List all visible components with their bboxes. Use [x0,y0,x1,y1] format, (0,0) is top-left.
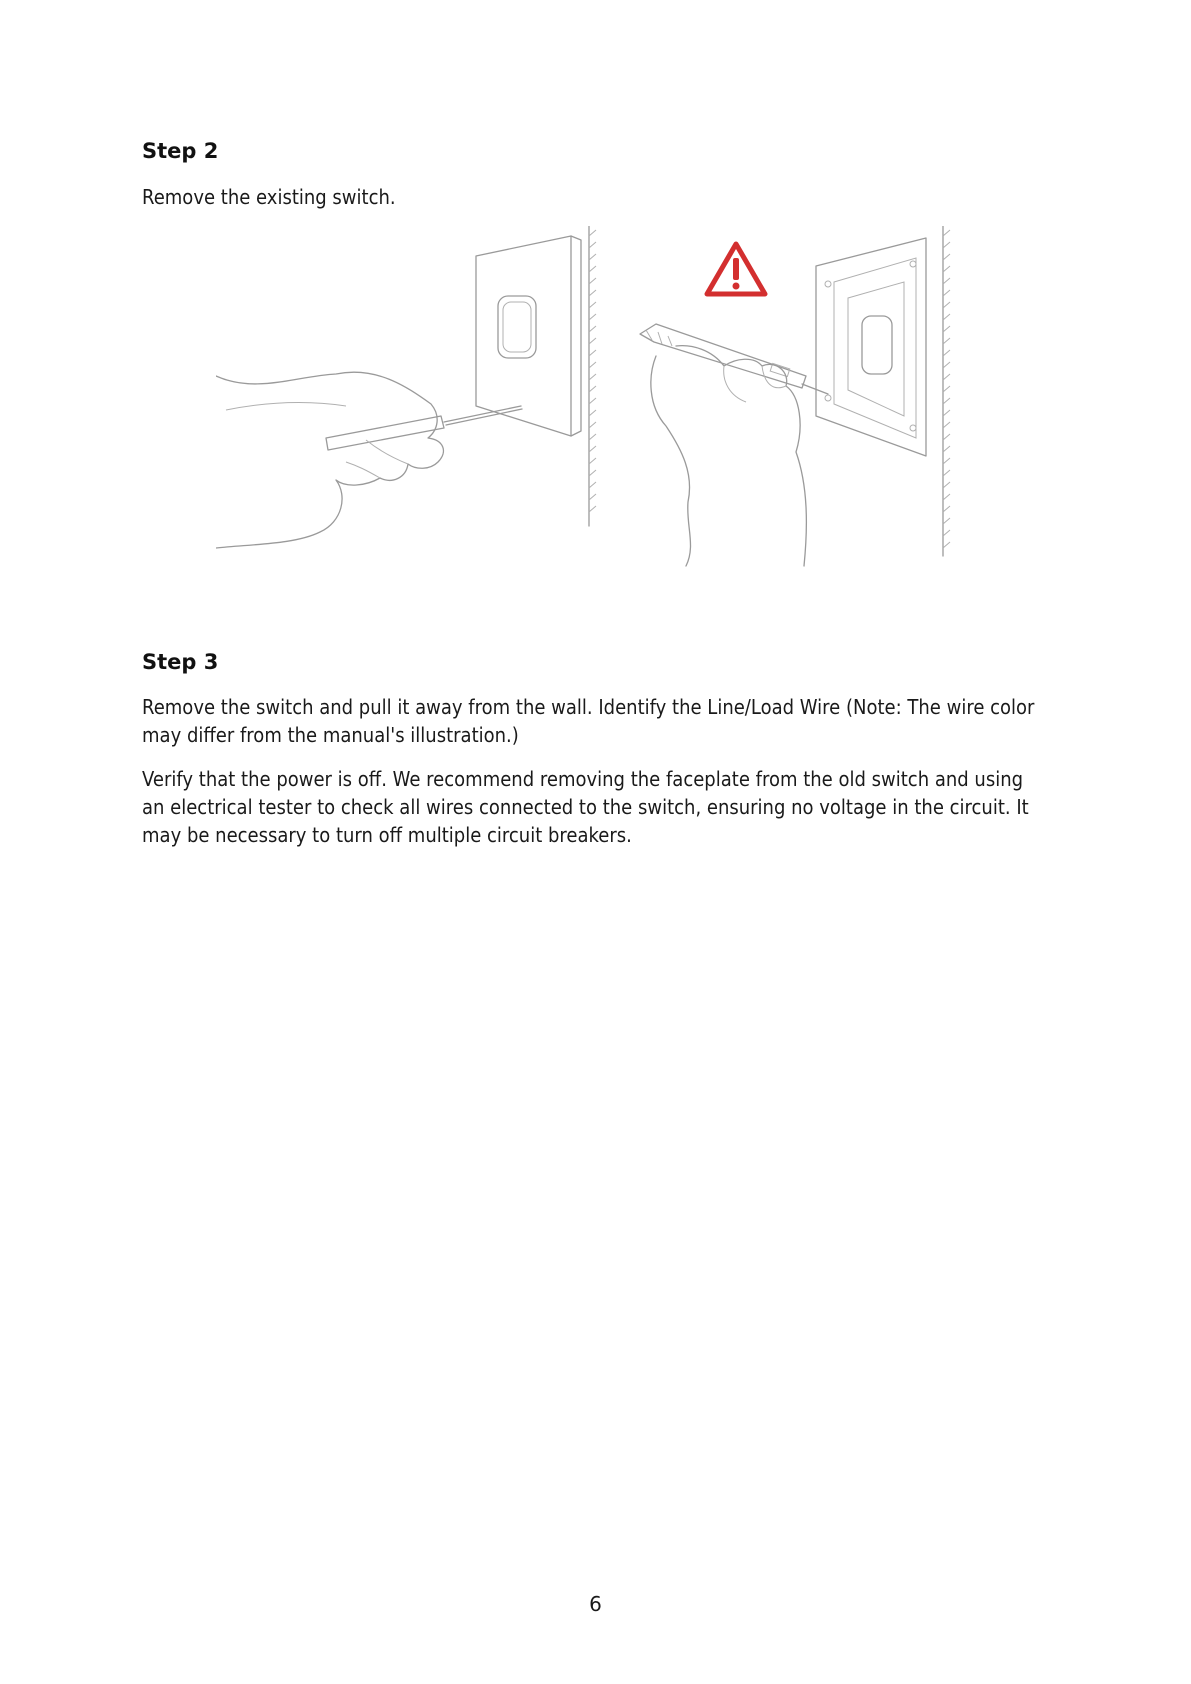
step-2-heading: Step 2 [142,139,219,163]
voltage-tester-hand-icon [640,226,950,566]
step-2-text: Remove the existing switch. [142,185,396,209]
warning-icon [707,244,765,294]
page-number: 6 [589,1592,602,1616]
switch-removal-illustration [216,226,1116,596]
step-3-paragraph-2: Verify that the power is off. We recommend removing the faceplate from the old switch and using an electrical tester to check all wires connected to the switch, ensuring no voltage in the circuit. It may be necessary to turn off multiple circuit breakers. [142,767,1029,847]
screwdriver-hand-icon [216,226,596,548]
step-3-paragraph-1: Remove the switch and pull it away from the wall. Identify the Line/Load Wire (Note: The wire color may differ from the manual's illustration.) [142,695,1035,747]
step-3-heading: Step 3 [142,650,219,674]
